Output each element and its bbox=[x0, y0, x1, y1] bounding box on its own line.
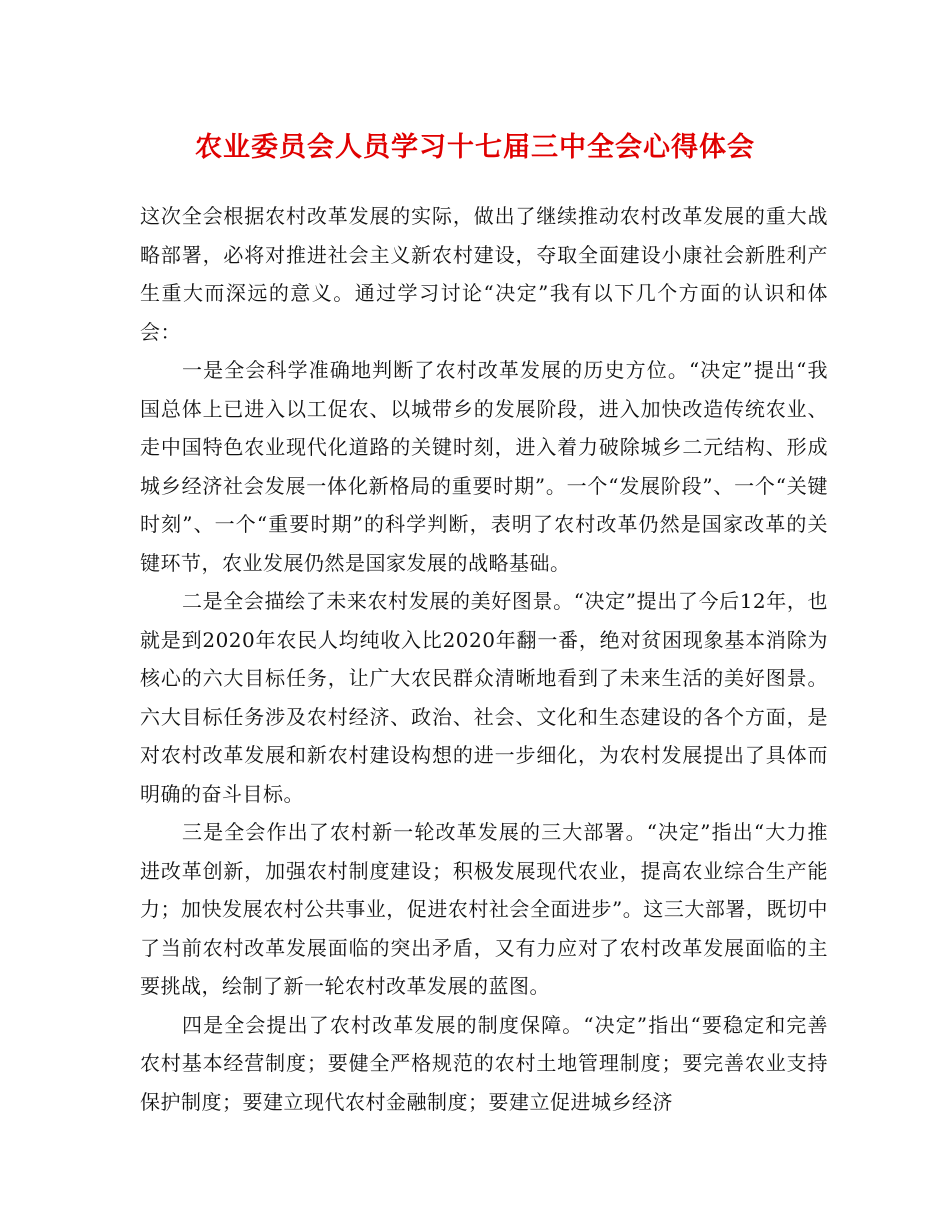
document-body bbox=[140, 197, 828, 1121]
paragraph-4: 四是全会提出了农村改革发展的制度保障。“决定”指出“要稳定和完善农村基本经营制度；要健全严格规范的农村土地管理制度；要完善农业支持保护制度；要建立现代农村金融制度；要建立促进城乡经济 bbox=[140, 1012, 828, 1114]
document-title: 农业委员会人员学习十七届三中全会心得体会 bbox=[195, 132, 755, 163]
paragraph-1: 一是全会科学准确地判断了农村改革发展的历史方位。“决定”提出“我国总体上已进入以工促农、以城带乡的发展阶段，进入加快改造传统农业、走中国特色农业现代化道路的关键时刻，进入着力破除城乡二元结构、形成城乡经济社会发展一体化新格局的重要时期”。一个“发展阶段”、一个“关键时刻”、一个“重要时期”的科学判断，表明了农村改革仍然是国家改革的关键环节，农业发展仍然是国家发展的战略基础。 bbox=[140, 358, 828, 575]
paragraph-3: 三是全会作出了农村新一轮改革发展的三大部署。“决定”指出“大力推进改革创新，加强农村制度建设；积极发展现代农业，提高农业综合生产能力；加快发展农村公共事业，促进农村社会全面进步”。这三大部署，既切中了当前农村改革发展面临的突出矛盾，又有力应对了农村改革发展面临的主要挑战，绘制了新一轮农村改革发展的蓝图。 bbox=[140, 820, 828, 998]
paragraph-intro: 这次全会根据农村改革发展的实际，做出了继续推动农村改革发展的重大战略部署，必将对推进社会主义新农村建设，夺取全面建设小康社会新胜利产生重大而深远的意义。通过学习讨论“决定”我有以下几个方面的认识和体会： bbox=[140, 204, 828, 344]
paragraph-2: 二是全会描绘了未来农村发展的美好图景。“决定”提出了今后12年，也就是到2020年农民人均纯收入比2020年翻一番，绝对贫困现象基本消除为核心的六大目标任务，让广大农民群众清晰地看到了未来生活的美好图景。六大目标任务涉及农村经济、政治、社会、文化和生态建设的各个方面，是对农村改革发展和新农村建设构想的进一步细化，为农村发展提出了具体而明确的奋斗目标。 bbox=[140, 589, 828, 806]
